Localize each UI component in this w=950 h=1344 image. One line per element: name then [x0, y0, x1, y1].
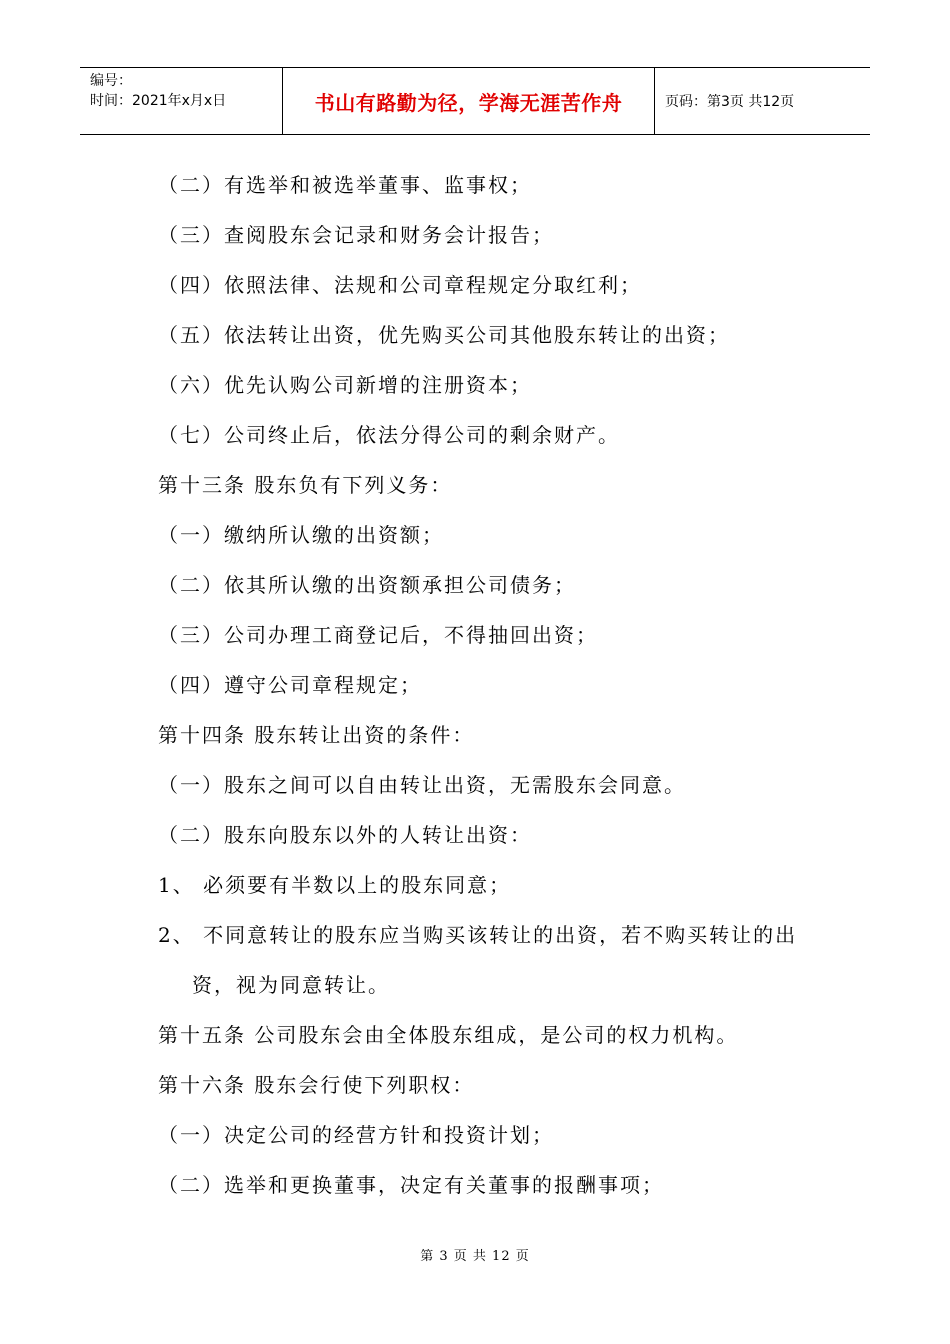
article-heading: 第十六条 股东会行使下列职权：	[158, 1073, 475, 1097]
body-line: （二）股东向股东以外的人转让出资：	[158, 823, 532, 847]
article-heading: 第十三条 股东负有下列义务：	[158, 473, 453, 497]
body-line: （一）股东之间可以自由转让出资，无需股东会同意。	[158, 773, 686, 797]
body-line: （四）遵守公司章程规定；	[158, 673, 422, 697]
article-heading: 第十五条 公司股东会由全体股东组成，是公司的权力机构。	[158, 1023, 739, 1047]
body-line: （一）缴纳所认缴的出资额；	[158, 523, 444, 547]
body-line: （七）公司终止后，依法分得公司的剩余财产。	[158, 423, 620, 447]
document-time-label: 时间：2021年x月x日	[90, 93, 227, 109]
body-line: （三）查阅股东会记录和财务会计报告；	[158, 223, 554, 247]
header-page-label: 页码：第3页 共12页	[665, 94, 795, 110]
body-line: 资，视为同意转让。	[192, 973, 390, 997]
body-line: （四）依照法律、法规和公司章程规定分取红利；	[158, 273, 642, 297]
article-heading: 第十四条 股东转让出资的条件：	[158, 723, 475, 747]
body-line: （二）选举和更换董事，决定有关董事的报酬事项；	[158, 1173, 664, 1197]
body-line: （三）公司办理工商登记后，不得抽回出资；	[158, 623, 598, 647]
body-line: （二）依其所认缴的出资额承担公司债务；	[158, 573, 576, 597]
header-table	[80, 67, 870, 135]
body-line: （五）依法转让出资，优先购买公司其他股东转让的出资；	[158, 323, 730, 347]
body-line: 1、 必须要有半数以上的股东同意；	[158, 873, 512, 897]
header-meta-cell	[80, 68, 283, 134]
page-footer: 第 3 页 共 12 页	[420, 1249, 530, 1264]
body-line: 2、 不同意转让的股东应当购买该转让的出资，若不购买转让的出	[158, 923, 798, 947]
body-line: （二）有选举和被选举董事、监事权；	[158, 173, 532, 197]
header-page-cell	[655, 68, 870, 134]
header-motto: 书山有路勤为径，学海无涯苦作舟	[314, 90, 623, 115]
header-motto-cell	[283, 68, 655, 134]
body-line: （一）决定公司的经营方针和投资计划；	[158, 1123, 554, 1147]
body-line: （六）优先认购公司新增的注册资本；	[158, 373, 532, 397]
document-number-label: 编号：	[90, 73, 132, 89]
